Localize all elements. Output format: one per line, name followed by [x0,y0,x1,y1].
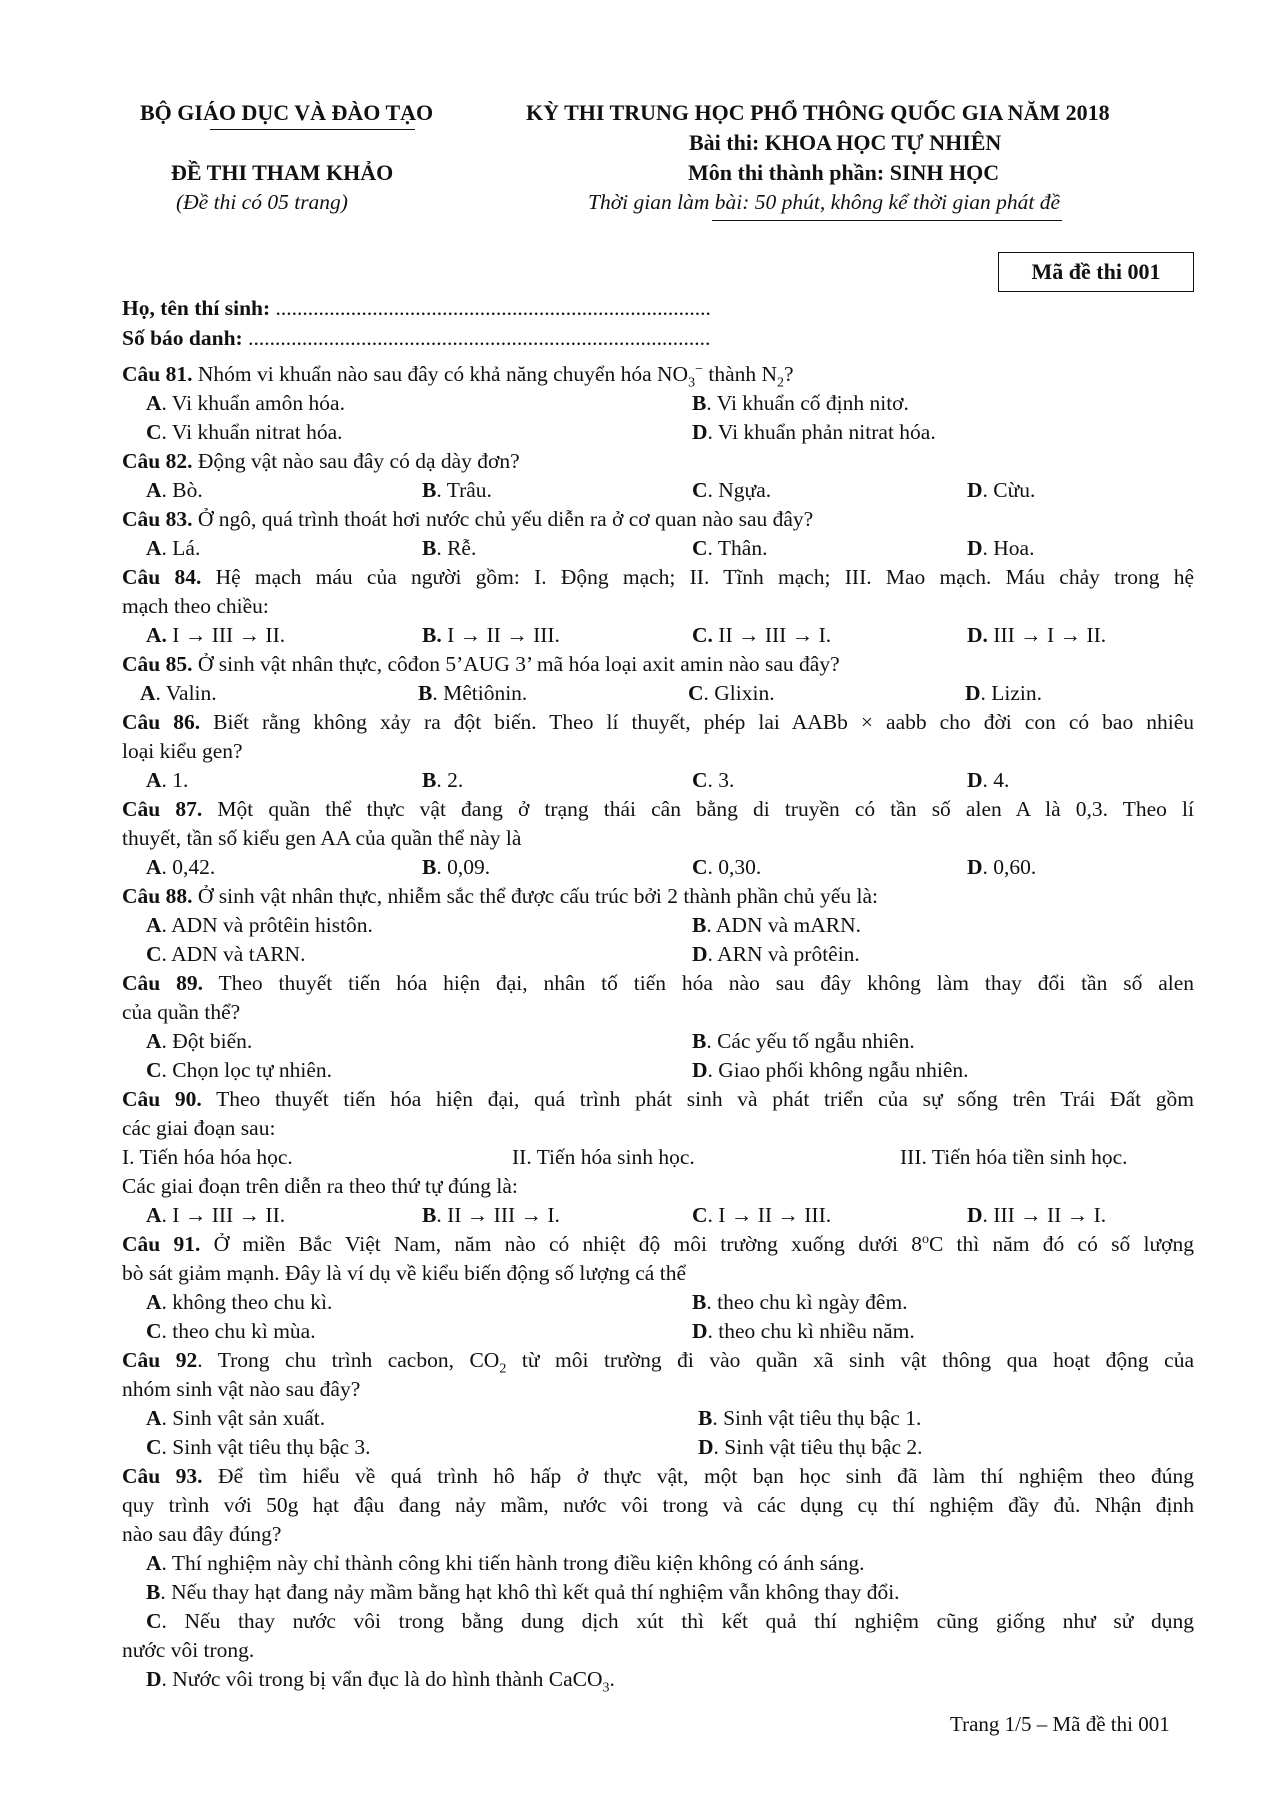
option-b[interactable]: B. 0,09. [422,855,491,879]
stage-item: I. Tiến hóa hóa học. [122,1145,293,1169]
candidate-id-field: ...................................................................................... [248,326,711,350]
question-89 [122,969,1194,998]
option-a[interactable]: A. I → III → II. [146,1203,286,1227]
question-label: Câu 86. [122,710,201,734]
option-b[interactable]: B. Mêtiônin. [418,681,528,705]
question-90 [122,1085,1194,1114]
question-label: Câu 84. [122,565,202,589]
stage-row [122,1143,1194,1172]
question-86 [122,708,1194,737]
answer-row [122,766,1194,795]
question-87-cont: thuyết, tần số kiểu gen AA của quần thể này là [122,826,522,850]
subject-name: Môn thi thành phần: SINH HỌC [688,160,1000,185]
option-b[interactable]: B. Sinh vật tiêu thụ bậc 1. [698,1406,922,1430]
subject-group: Bài thi: KHOA HỌC TỰ NHIÊN [689,130,1002,155]
option-c[interactable]: C. Glixin. [688,681,775,705]
option-b[interactable]: B. Trâu. [422,478,492,502]
answer-row [122,1056,1194,1085]
question-83 [122,505,1194,534]
candidate-name-field: ................................................................................. [275,296,711,320]
question-text: thành N [702,362,778,386]
question-82 [122,447,1194,476]
question-text: Một quần thể thực vật đang ở trạng thái cân bằng di truyền có tần số alen A là 0,3. Theo lí [202,797,1195,821]
question-text: . Trong chu trình cacbon, CO [197,1348,500,1372]
answer-row [122,534,1194,563]
option-c[interactable]: C. 0,30. [692,855,762,879]
answer-row [122,679,1194,708]
question-93-cont: nào sau đây đúng? [122,1522,282,1546]
answer-row [122,1201,1194,1230]
option-a[interactable]: A. không theo chu kì. [146,1290,333,1314]
question-text: ? [784,362,794,386]
option-c[interactable]: C. Thân. [692,536,768,560]
question-81 [122,360,1194,389]
option-d[interactable]: D. Sinh vật tiêu thụ bậc 2. [698,1435,923,1459]
option-c[interactable]: C. Vi khuẩn nitrat hóa. [146,420,343,444]
question-label: Câu 88. [122,884,193,908]
option-a[interactable]: A. Bò. [146,478,203,502]
question-91 [122,1230,1194,1259]
question-label: Câu 87. [122,797,203,821]
answer-row [122,418,1194,447]
question-text: Theo thuyết tiến hóa hiện đại, nhân tố tiến hóa nào sau đây không làm thay đổi tần số alen [202,971,1195,995]
question-label: Câu 81. [122,362,193,386]
option-c[interactable]: C. Ngựa. [692,478,772,502]
option-a[interactable]: A. Vi khuẩn amôn hóa. [146,391,345,415]
question-label: Câu 91. [122,1232,201,1256]
option-b[interactable]: B. 2. [422,768,464,792]
option-b[interactable]: B. ADN và mARN. [692,913,862,937]
option-c[interactable]: C. Nếu thay nước vôi trong bằng dung dịch xút thì kết quả thí nghiệm cũng giống như sử dụng [146,1609,1194,1633]
question-label: Câu 82. [122,449,193,473]
candidate-name-row [122,296,711,321]
exam-type: ĐỀ THI THAM KHẢO [171,160,394,185]
option-d[interactable]: D. Vi khuẩn phản nitrat hóa. [692,420,936,444]
option-b[interactable]: B. Vi khuẩn cố định nitơ. [692,391,909,415]
option-c[interactable]: C. theo chu kì mùa. [146,1319,316,1343]
option-b[interactable]: B. Các yếu tố ngẫu nhiên. [692,1029,915,1053]
answer-row [122,621,1194,650]
stage-item: II. Tiến hóa sinh học. [512,1145,695,1169]
exam-title: KỲ THI TRUNG HỌC PHỔ THÔNG QUỐC GIA NĂM 2018 [526,100,1110,125]
candidate-id-row [122,326,710,351]
answer-row [122,389,1194,418]
answer-row [122,1404,1194,1433]
question-90-cont: các giai đoạn sau: [122,1116,276,1140]
option-a[interactable]: A. 0,42. [146,855,216,879]
option-d[interactable]: D. III → I → II. [967,623,1107,647]
option-b[interactable]: B. I → II → III. [422,623,560,647]
option-d[interactable]: D. 4. [967,768,1010,792]
question-text: Ở sinh vật nhân thực, nhiễm sắc thể được cấu trúc bởi 2 thành phần chủ yếu là: [192,884,878,908]
question-label: Câu 85. [122,652,193,676]
question-superscript: − [695,361,703,377]
option-a[interactable]: A. 1. [146,768,189,792]
question-list [122,360,1194,1694]
degree-superscript: o [921,1231,929,1247]
option-c[interactable]: C. 3. [692,768,735,792]
question-92-cont: nhóm sinh vật nào sau đây? [122,1377,361,1401]
answer-row [122,1578,1194,1607]
option-c[interactable]: C. Sinh vật tiêu thụ bậc 3. [146,1435,371,1459]
answer-row [122,1317,1194,1346]
answer-row [122,476,1194,505]
question-text: Ở sinh vật nhân thực, côđon 5’AUG 3’ mã hóa loại axit amin nào sau đây? [192,652,840,676]
question-84-cont: mạch theo chiều: [122,594,269,618]
answer-row [122,1027,1194,1056]
option-d[interactable]: D. Nước vôi trong bị vẩn đục là do hình thành CaCO$_3$. [146,1667,615,1696]
answer-row [122,911,1194,940]
question-subscript: 2 [777,375,785,391]
question-93 [122,1462,1194,1491]
question-label: Câu 89. [122,971,203,995]
question-label: Câu 93. [122,1464,203,1488]
answer-row [122,853,1194,882]
question-text: Để tìm hiểu về quá trình hô hấp ở thực vật, một bạn học sinh đã làm thí nghiệm theo đúng [202,1464,1194,1488]
question-87 [122,795,1194,824]
option-c[interactable]: C. Chọn lọc tự nhiên. [146,1058,333,1082]
option-d[interactable]: D. Lizin. [965,681,1043,705]
exam-code-box: Mã đề thi 001 [998,252,1194,292]
question-text: Theo thuyết tiến hóa hiện đại, quá trình phát sinh và phát triển của sự sống trên Trái Đất gồm [201,1087,1194,1111]
option-b[interactable]: B. Nếu thay hạt đang nảy mầm bằng hạt khô thì kết quả thí nghiệm vẫn không thay đổi. [146,1580,900,1604]
question-90-prompt: Các giai đoạn trên diễn ra theo thứ tự đúng là: [122,1174,518,1198]
option-c[interactable]: C. I → II → III. [692,1203,832,1227]
question-88 [122,882,1194,911]
time-underline [712,220,1062,221]
question-86-cont: loại kiểu gen? [122,739,243,763]
question-text: Động vật nào sau đây có dạ dày đơn? [192,449,520,473]
option-a[interactable]: A. Thí nghiệm này chỉ thành công khi tiến hành trong điều kiện không có ánh sáng. [146,1551,865,1575]
question-text: Hệ mạch máu của người gồm: I. Động mạch; II. Tĩnh mạch; III. Mao mạch. Máu chảy trong hệ [201,565,1194,589]
question-text: Ở miền Bắc Việt Nam, năm nào có nhiệt độ môi trường xuống dưới 8 [200,1232,922,1256]
answer-row [122,1433,1194,1462]
candidate-id-label: Số báo danh: [122,326,243,350]
option-d[interactable]: D. ARN và prôtêin. [692,942,860,966]
question-89-cont: của quần thể? [122,1000,241,1024]
page-footer: Trang 1/5 – Mã đề thi 001 [950,1712,1170,1736]
option-d[interactable]: D. theo chu kì nhiều năm. [692,1319,915,1343]
question-93-cont: quy trình với 50g hạt đậu đang nảy mầm, nước vôi trong và các dụng cụ thí nghiệm đầy đủ. Nhận định [122,1493,1194,1517]
option-d[interactable]: D. Giao phối không ngẫu nhiên. [692,1058,969,1082]
option-b[interactable]: B. Rễ. [422,536,477,560]
answer-row [122,1288,1194,1317]
question-subscript: 3 [688,375,696,391]
option-b[interactable]: B. II → III → I. [422,1203,560,1227]
question-label: Câu 92 [122,1348,198,1372]
question-84 [122,563,1194,592]
option-a[interactable]: A. I → III → II. [146,623,286,647]
question-text: từ môi trường đi vào quần xã sinh vật thông qua hoạt động của [506,1348,1195,1372]
option-c[interactable]: C. II → III → I. [692,623,832,647]
time-note: Thời gian làm bài: 50 phút, không kể thời gian phát đề [588,190,1061,214]
answer-row [122,1549,1194,1578]
question-label: Câu 83. [122,507,193,531]
ministry-name: BỘ GIÁO DỤC VÀ ĐÀO TẠO [140,100,434,125]
option-c[interactable]: C. ADN và tARN. [146,942,306,966]
stage-item: III. Tiến hóa tiền sinh học. [900,1145,1128,1169]
question-subscript: 2 [499,1361,507,1377]
ministry-underline [210,129,415,130]
question-92 [122,1346,1194,1375]
option-a[interactable]: A. ADN và prôtêin histôn. [146,913,373,937]
option-d[interactable]: D. Cừu. [967,478,1036,502]
option-a[interactable]: A. Đột biến. [146,1029,253,1053]
question-text: Biết rằng không xảy ra đột biến. Theo lí thuyết, phép lai AABb × aabb cho đời con có bao nhiêu [200,710,1194,734]
question-text: Nhóm vi khuẩn nào sau đây có khả năng chuyển hóa NO [192,362,689,386]
question-91-cont: bò sát giảm mạnh. Đây là ví dụ về kiểu biến động số lượng cá thể [122,1261,686,1285]
question-text: Ở ngô, quá trình thoát hơi nước chủ yếu diễn ra ở cơ quan nào sau đây? [192,507,814,531]
option-d[interactable]: D. III → II → I. [967,1203,1107,1227]
candidate-name-label: Họ, tên thí sinh: [122,296,271,320]
option-d[interactable]: D. Hoa. [967,536,1035,560]
option-d[interactable]: D. 0,60. [967,855,1037,879]
answer-row [122,940,1194,969]
option-a[interactable]: A. Sinh vật sản xuất. [146,1406,326,1430]
question-text: C thì năm đó có số lượng [928,1232,1194,1256]
option-b[interactable]: B. theo chu kì ngày đêm. [692,1290,908,1314]
pages-note: (Đề thi có 05 trang) [176,190,348,214]
question-85 [122,650,1194,679]
option-a[interactable]: A. Lá. [146,536,201,560]
answer-row [122,1665,1194,1694]
option-a[interactable]: A. Valin. [140,681,217,705]
option-c-cont: nước vôi trong. [122,1638,255,1662]
question-label: Câu 90. [122,1087,202,1111]
